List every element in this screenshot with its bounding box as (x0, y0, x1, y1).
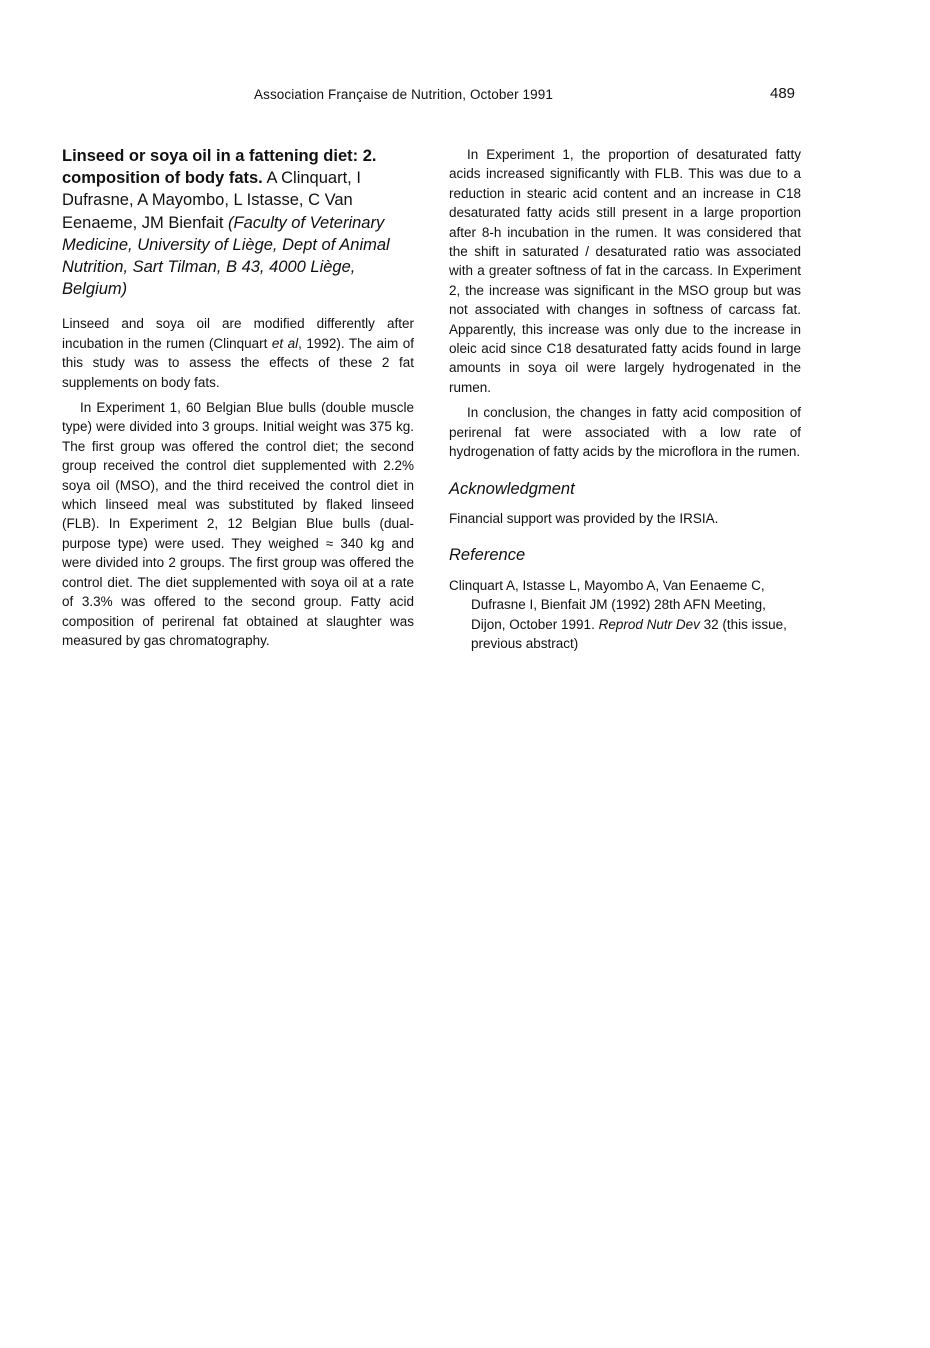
running-head: Association Française de Nutrition, October 1991 (254, 87, 553, 102)
intro-text-a: Linseed and soya oil are modified differently after incubation in the rumen (Clinquart (62, 316, 414, 351)
right-column (449, 145, 801, 659)
article-authors: A Clinquart, I Dufrasne, A Mayombo, L Istasse, C Van Eenaeme, JM Bienfait (62, 169, 361, 232)
paragraph-results: In Experiment 1, the proportion of desaturated fatty acids increased significantly with FLB. This was due to a reduction in stearic acid content and an increase in C18 desaturated fatty acids still present in a large proportion after 8-h incubation in the rumen. It was considered that the shift in saturated / desaturated ratio was associated with a greater softness of fat in the carcass. In Experiment 2, the increase was significant in the MSO group but was not associated with changes in softness of carcass fat. Apparently, this increase was only due to the increase in oleic acid since C18 desaturated fatty acids found in large amounts in soya oil were largely hydrogenated in the rumen. (449, 147, 801, 395)
article-affiliation: (Faculty of Veterinary Medicine, University of Liège, Dept of Animal Nutrition, Sart Tilman, B 43, 4000 Liège, Belgium) (62, 213, 390, 299)
acknowledgment-text: Financial support was provided by the IRSIA. (449, 510, 719, 526)
page-number: 489 (770, 85, 796, 102)
paragraph-intro (62, 314, 414, 392)
reference-journal: Reprod Nutr Dev (598, 616, 700, 632)
reference-text-b: 32 (this issue, previous abstract) (471, 616, 787, 651)
reference-text-a: Clinquart A, Istasse L, Mayombo A, Van Eenaeme C, Dufrasne I, Bienfait JM (1992) 28th AFN Meeting, Dijon, October 1991. (449, 577, 766, 632)
article-heading (62, 145, 414, 300)
paragraph-conclusion: In conclusion, the changes in fatty acid composition of perirenal fat were associated with a low rate of hydrogenation of fatty acids by the microflora in the rumen. (449, 405, 801, 460)
intro-et-al: et al (271, 335, 299, 351)
intro-text-b: , 1992). The aim of this study was to assess the effects of these 2 fat supplements on body fats. (62, 335, 414, 390)
reference-heading: Reference (449, 546, 526, 565)
article-title: Linseed or soya oil in a fattening diet: 2. composition of body fats. (62, 147, 377, 188)
acknowledgment-heading: Acknowledgment (449, 479, 575, 498)
reference-entry (449, 576, 801, 654)
left-column (62, 145, 414, 656)
paragraph-methods: In Experiment 1, 60 Belgian Blue bulls (double muscle type) were divided into 3 groups. Initial weight was 375 kg. The first group was offered the control diet; the second group received the control diet supplemented with 2.2% soya oil (MSO), and the third received the control diet in which linseed meal was substituted by flaked linseed (FLB). In Experiment 2, 12 Belgian Blue bulls (dual-purpose type) were used. They weighed ≈ 340 kg and were divided into 2 groups. The first group was offered the control diet. The diet supplemented with soya oil at a rate of 3.3% was offered to the second group. Fatty acid composition of perirenal fat obtained at slaughter was measured by gas chromatography. (62, 400, 414, 648)
